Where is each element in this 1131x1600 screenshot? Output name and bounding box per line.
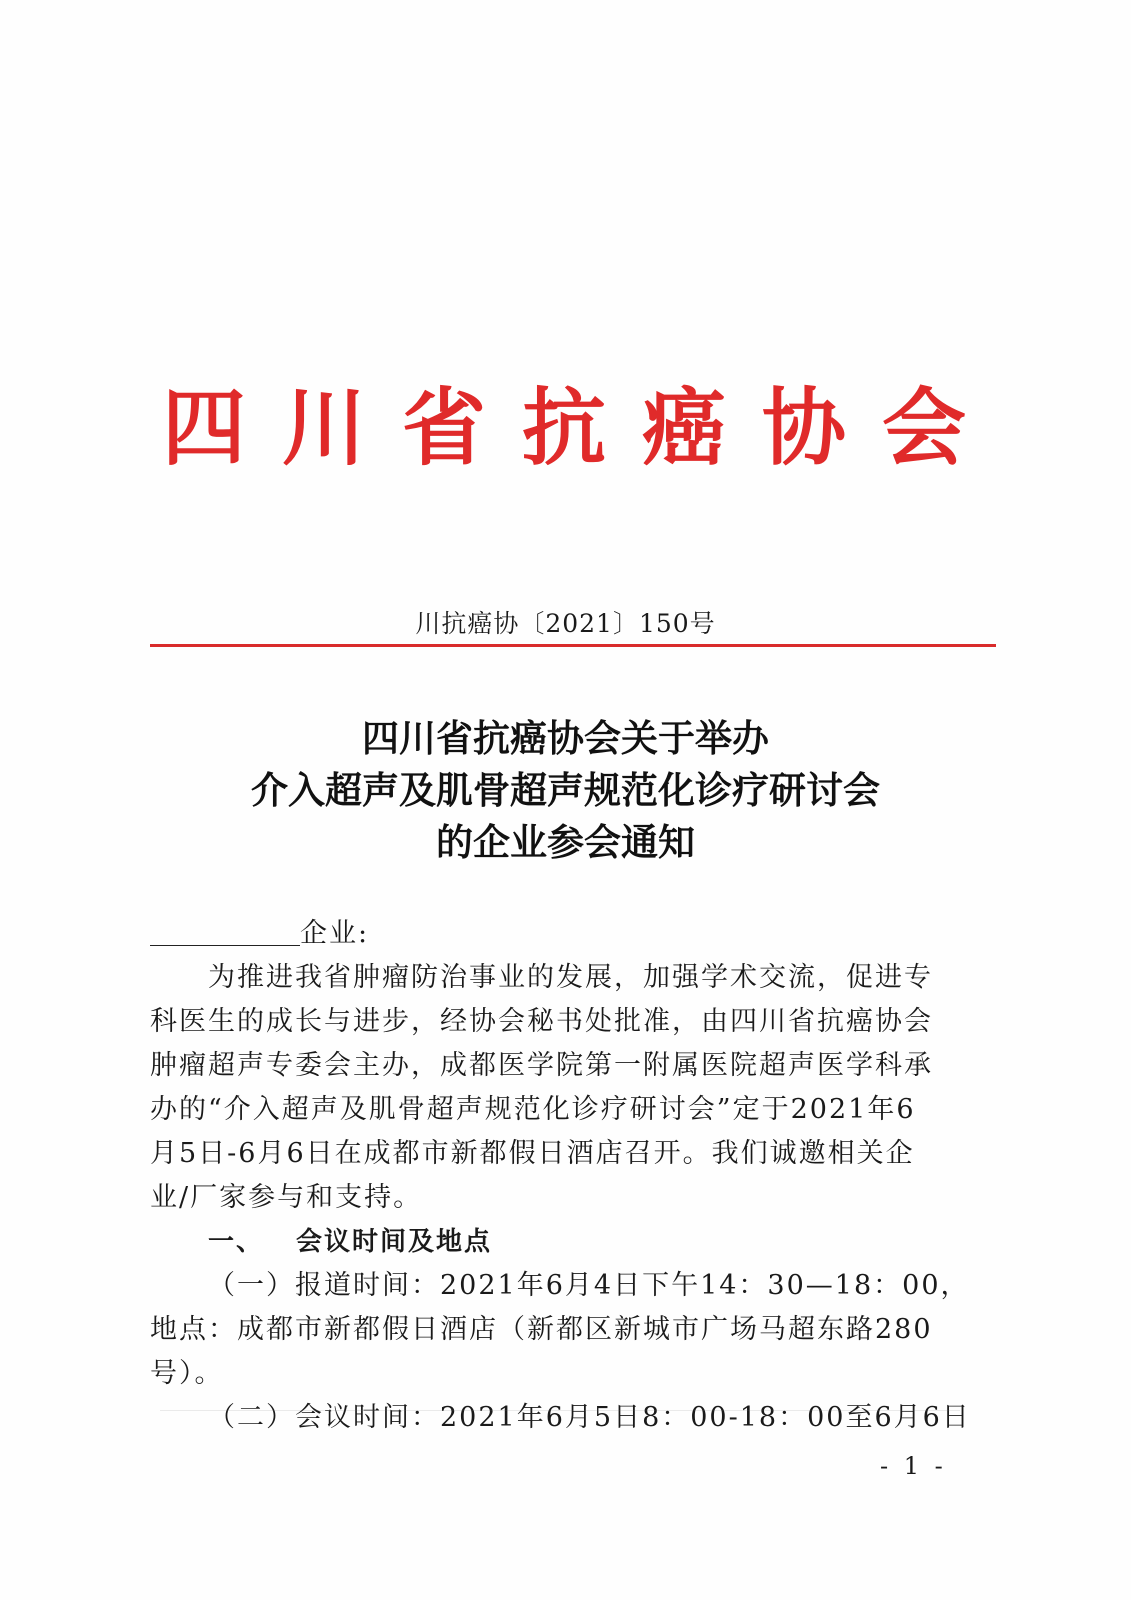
body-paragraph-line: 业/厂家参与和支持。: [150, 1182, 423, 1213]
body-paragraph-line: 月5日-6月6日在成都市新都假日酒店召开。我们诚邀相关企: [150, 1138, 915, 1169]
body-paragraph-line: 为推进我省肿瘤防治事业的发展，加强学术交流，促进专: [208, 962, 933, 993]
notice-title: [0, 712, 1131, 868]
section-heading-text: 会议时间及地点: [296, 1227, 493, 1257]
item-line: （二）会议时间：2021年6月5日8：00-18：00至6月6日: [208, 1402, 971, 1433]
page-number: - 1 -: [880, 1452, 947, 1480]
item-line: 地点：成都市新都假日酒店（新都区新城市广场马超东路280: [150, 1314, 933, 1345]
section-number: 一、: [208, 1227, 265, 1257]
document-number: 川抗癌协〔2021〕150号: [415, 609, 716, 638]
item-line: （一）报道时间：2021年6月4日下午14：30—18：00，: [208, 1270, 970, 1301]
organization-header: 四川省抗癌协会: [162, 379, 1003, 477]
reverse-side-bleed-through: [160, 140, 980, 186]
item-line: 号）。: [150, 1358, 224, 1389]
body-paragraph-line: 肿瘤超声专委会主办，成都医学院第一附属医院超声医学科承: [150, 1050, 933, 1081]
notice-title-line: 的企业参会通知: [436, 820, 695, 864]
notice-title-line: 四川省抗癌协会关于举办: [362, 716, 769, 760]
body-paragraph-line: 办的“介入超声及肌骨超声规范化诊疗研讨会”定于2021年6: [150, 1094, 916, 1125]
recipient-blank: [150, 915, 300, 946]
red-header-rule: [150, 644, 996, 647]
recipient-suffix: 企业:: [300, 918, 370, 949]
section-heading: [150, 1220, 965, 1264]
body-paragraph-line: 科医生的成长与进步，经协会秘书处批准，由四川省抗癌协会: [150, 1006, 933, 1037]
faint-divider: [160, 1410, 960, 1411]
notice-title-line: 介入超声及肌骨超声规范化诊疗研讨会: [251, 768, 880, 812]
recipient-line: [150, 912, 965, 956]
notice-body: [150, 912, 971, 1440]
